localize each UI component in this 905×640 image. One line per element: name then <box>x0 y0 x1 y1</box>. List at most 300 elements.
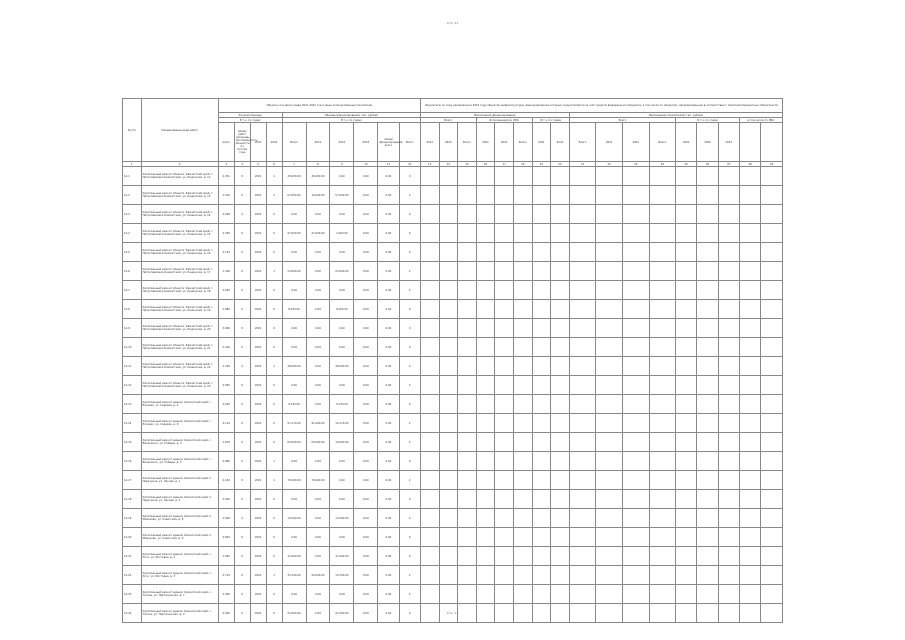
row-value: 0.00 <box>330 167 354 186</box>
row-value: 1 <box>266 167 282 186</box>
row-value: 2,040 <box>218 604 234 623</box>
row-empty-cell <box>476 509 495 528</box>
row-empty-cell <box>596 167 623 186</box>
row-empty-cell <box>551 167 570 186</box>
row-value: 0.00 <box>282 243 306 262</box>
row-empty-cell <box>739 205 760 224</box>
row-empty-cell <box>676 300 697 319</box>
row-value: 2 <box>399 509 420 528</box>
row-empty-cell <box>697 186 718 205</box>
row-empty-cell <box>532 471 551 490</box>
row-empty-cell <box>739 471 760 490</box>
row-name: Капитальный ремонт здания: Камчатский край, г. Елизово, ул. Садовая, д. 4 <box>141 395 218 414</box>
row-value: 0.00 <box>354 281 378 300</box>
row-empty-cell <box>513 490 532 509</box>
row-value: 0 <box>234 281 250 300</box>
row-empty-cell <box>495 224 514 243</box>
row-empty-cell <box>439 376 458 395</box>
row-value: 0.00 <box>378 281 399 300</box>
row-empty-cell <box>420 509 439 528</box>
row-value: 2022 <box>250 167 266 186</box>
row-empty-cell <box>697 414 718 433</box>
table-row <box>123 471 783 490</box>
row-empty-cell <box>622 452 649 471</box>
row-value: 0.00 <box>354 243 378 262</box>
row-value: 0.00 <box>354 604 378 623</box>
table-row <box>123 566 783 585</box>
row-empty-cell <box>458 395 477 414</box>
row-value: 9,130.00 <box>282 395 306 414</box>
row-empty-cell <box>761 547 783 566</box>
row-value: 0.00 <box>306 452 330 471</box>
row-empty-cell <box>622 319 649 338</box>
row-empty-cell <box>596 433 623 452</box>
row-value: 1,870 <box>218 433 234 452</box>
row-value: 0.00 <box>354 186 378 205</box>
header-sub-b1b: Исполнение/осв. ЛБО <box>476 118 532 123</box>
row-empty-cell <box>439 471 458 490</box>
row-empty-cell <box>649 224 676 243</box>
row-value: 0 <box>234 414 250 433</box>
row-empty-cell <box>761 509 783 528</box>
row-value: 0 <box>266 243 282 262</box>
row-name: Капитальный ремонт объекта: Камчатский край, г. Петропавловск-Камчатский, ул. Ленинская, д. 22 <box>141 357 218 376</box>
row-empty-cell <box>439 547 458 566</box>
row-empty-cell <box>761 452 783 471</box>
row-value: 0.00 <box>306 528 330 547</box>
row-empty-cell <box>697 376 718 395</box>
row-value: 0 <box>266 224 282 243</box>
row-value: 0.00 <box>330 585 354 604</box>
row-id: 14.22 <box>123 566 142 585</box>
row-empty-cell <box>649 585 676 604</box>
row-empty-cell <box>476 414 495 433</box>
row-empty-cell <box>420 490 439 509</box>
row-value: 0.00 <box>354 338 378 357</box>
row-name: Капитальный ремонт объекта: Камчатский край, г. Петропавловск-Камчатский, ул. Ленинская, д. 12 <box>141 167 218 186</box>
row-empty-cell <box>476 566 495 585</box>
row-value: 9,130.00 <box>330 395 354 414</box>
row-empty-cell <box>676 167 697 186</box>
table-row <box>123 547 783 566</box>
row-empty-cell <box>495 547 514 566</box>
row-empty-cell <box>513 224 532 243</box>
row-value: 0.00 <box>378 471 399 490</box>
row-empty-cell <box>761 585 783 604</box>
row-value: 2022 <box>250 186 266 205</box>
row-value: 2022 <box>250 338 266 357</box>
row-empty-cell <box>676 357 697 376</box>
row-value: 0 <box>266 205 282 224</box>
row-empty-cell <box>569 224 596 243</box>
row-empty-cell <box>718 224 739 243</box>
row-value: 0.00 <box>354 433 378 452</box>
row-empty-cell <box>569 509 596 528</box>
row-empty-cell <box>596 509 623 528</box>
row-value: 2022 <box>250 357 266 376</box>
row-value: 0 <box>234 338 250 357</box>
row-value: 2022 <box>250 452 266 471</box>
row-value: 0.00 <box>378 357 399 376</box>
header-leaf-cell: 2021 <box>420 123 439 162</box>
row-value: 0 <box>234 357 250 376</box>
row-empty-cell <box>649 509 676 528</box>
row-empty-cell <box>739 167 760 186</box>
row-empty-cell <box>439 433 458 452</box>
row-empty-cell <box>476 300 495 319</box>
row-value: 0.00 <box>354 566 378 585</box>
column-number: 18 <box>513 162 532 167</box>
table-row <box>123 490 783 509</box>
row-empty-cell <box>761 376 783 395</box>
header-leaf-cell: 2021 <box>476 123 495 162</box>
header-sub-b1: Выполнение финансирования <box>420 113 569 118</box>
row-value: 2022 <box>250 300 266 319</box>
row-value: 0.00 <box>378 224 399 243</box>
row-name: Капитальный ремонт здания: Камчатский край, п. Паратунка, ул. Лесная, д. 2 <box>141 490 218 509</box>
row-value: 0.00 <box>306 509 330 528</box>
row-empty-cell <box>739 547 760 566</box>
row-empty-cell <box>420 319 439 338</box>
row-value: 0.00 <box>282 585 306 604</box>
row-empty-cell <box>697 547 718 566</box>
row-value: 2022 <box>250 281 266 300</box>
row-empty-cell <box>551 395 570 414</box>
row-value: 1 <box>266 262 282 281</box>
row-value: 2,620 <box>218 281 234 300</box>
row-empty-cell <box>513 547 532 566</box>
row-empty-cell <box>439 262 458 281</box>
row-empty-cell <box>495 471 514 490</box>
row-value: 0.00 <box>354 414 378 433</box>
header-sub-b2: Выполнение показателей, тыс. рублей <box>569 113 782 118</box>
row-empty-cell <box>596 585 623 604</box>
row-empty-cell <box>551 509 570 528</box>
row-empty-cell <box>761 205 783 224</box>
row-empty-cell <box>676 186 697 205</box>
row-empty-cell <box>532 224 551 243</box>
row-empty-cell <box>513 186 532 205</box>
row-value: 1,000.00 <box>330 224 354 243</box>
row-empty-cell <box>569 319 596 338</box>
row-value: 38,000.00 <box>330 357 354 376</box>
column-number: 3 <box>218 162 234 167</box>
column-number: 27 <box>718 162 739 167</box>
row-empty-cell <box>739 528 760 547</box>
row-empty-cell <box>761 528 783 547</box>
row-value: 2,351 <box>218 167 234 186</box>
row-empty-cell <box>420 528 439 547</box>
row-value: 2022 <box>250 490 266 509</box>
column-number: 22 <box>596 162 623 167</box>
row-empty-cell <box>513 319 532 338</box>
row-value: 4,760 <box>218 224 234 243</box>
row-empty-cell <box>569 547 596 566</box>
table-row <box>123 585 783 604</box>
row-value: 0.00 <box>354 471 378 490</box>
header-sub-b2c: в том числе по ЛБО <box>739 118 782 123</box>
row-name: Капитальный ремонт объекта: Камчатский край, г. Петропавловск-Камчатский, ул. Ленинская, д. 14 <box>141 205 218 224</box>
header-sub-b2b: В т.ч. по годам <box>676 118 740 123</box>
row-value: 8,250.00 <box>282 300 306 319</box>
row-value: 2 <box>399 186 420 205</box>
row-id: 14.23 <box>123 585 142 604</box>
row-value: 57,000.00 <box>330 186 354 205</box>
row-empty-cell <box>718 509 739 528</box>
row-empty-cell <box>622 300 649 319</box>
row-value: 0 <box>266 547 282 566</box>
row-empty-cell <box>513 585 532 604</box>
row-value: 0.00 <box>378 433 399 452</box>
row-value: 0.00 <box>354 395 378 414</box>
header-leaf-cell: Всего <box>649 123 676 162</box>
column-number: 1 <box>123 162 142 167</box>
table-row <box>123 243 783 262</box>
row-value: 2022 <box>250 471 266 490</box>
row-empty-cell <box>697 433 718 452</box>
row-empty-cell <box>532 357 551 376</box>
row-value: 0 <box>234 585 250 604</box>
row-empty-cell <box>596 205 623 224</box>
row-value: 0.00 <box>354 300 378 319</box>
row-value: 11,000.00 <box>330 547 354 566</box>
row-id: 14.9 <box>123 319 142 338</box>
row-empty-cell <box>513 433 532 452</box>
row-id: 14.20 <box>123 528 142 547</box>
row-id: 14.5 <box>123 243 142 262</box>
row-empty-cell <box>649 281 676 300</box>
row-empty-cell <box>458 357 477 376</box>
row-empty-cell <box>676 566 697 585</box>
row-value: 0.00 <box>378 205 399 224</box>
row-value: 0.00 <box>282 338 306 357</box>
row-value: 0 <box>266 319 282 338</box>
row-empty-cell <box>495 319 514 338</box>
row-value: 0.00 <box>378 376 399 395</box>
table-row <box>123 433 783 452</box>
row-value: 0 <box>399 224 420 243</box>
row-empty-cell <box>739 319 760 338</box>
row-value: 2,710 <box>218 566 234 585</box>
row-empty-cell <box>596 547 623 566</box>
table-row <box>123 319 783 338</box>
column-number: 16 <box>476 162 495 167</box>
row-empty-cell <box>439 566 458 585</box>
row-empty-cell <box>439 357 458 376</box>
row-empty-cell <box>622 281 649 300</box>
row-empty-cell <box>596 566 623 585</box>
row-value: 0.00 <box>378 585 399 604</box>
row-empty-cell <box>649 300 676 319</box>
row-empty-cell <box>676 395 697 414</box>
row-value: 0.00 <box>378 452 399 471</box>
row-value: 0 <box>234 300 250 319</box>
row-value: 0 <box>399 452 420 471</box>
row-empty-cell <box>596 262 623 281</box>
row-empty-cell <box>551 490 570 509</box>
row-empty-cell <box>697 566 718 585</box>
row-empty-cell <box>596 243 623 262</box>
header-leaf-cell: 2023 <box>718 123 739 162</box>
row-empty-cell <box>676 452 697 471</box>
row-value: 2,820 <box>218 528 234 547</box>
row-id: 14.24 <box>123 604 142 623</box>
row-empty-cell <box>513 205 532 224</box>
row-empty-cell <box>495 243 514 262</box>
row-empty-cell <box>420 414 439 433</box>
page-number-top: Стр. 11 <box>446 21 459 25</box>
row-empty-cell <box>439 338 458 357</box>
row-value: 0.00 <box>306 604 330 623</box>
row-id: 14.15 <box>123 433 142 452</box>
row-name: Капитальный ремонт здания: Камчатский край, п. Мильково, ул. Советская, д. 9 <box>141 528 218 547</box>
row-value: 2022 <box>250 509 266 528</box>
header-leaf-cell: 2022 <box>622 123 649 162</box>
row-empty-cell <box>458 262 477 281</box>
table-row <box>123 186 783 205</box>
row-empty-cell <box>649 376 676 395</box>
row-value: 0.00 <box>306 490 330 509</box>
row-value: 0.00 <box>378 604 399 623</box>
column-number: 17 <box>495 162 514 167</box>
report-table <box>122 98 783 623</box>
row-value: 0 <box>234 566 250 585</box>
row-empty-cell <box>649 471 676 490</box>
row-empty-cell <box>458 243 477 262</box>
row-value: 0.00 <box>330 452 354 471</box>
row-empty-cell <box>476 395 495 414</box>
row-value: 2,960 <box>218 452 234 471</box>
row-value: 21,600.00 <box>282 604 306 623</box>
row-empty-cell <box>551 376 570 395</box>
row-empty-cell <box>697 471 718 490</box>
row-value: 0 <box>399 338 420 357</box>
row-empty-cell <box>551 471 570 490</box>
row-value: 1 <box>266 471 282 490</box>
row-value: 2022 <box>250 224 266 243</box>
row-value: 2022 <box>250 376 266 395</box>
row-empty-cell <box>569 300 596 319</box>
header-group-a: Объекты основного вида 2021-2022 год и иные количественные показатели <box>218 99 420 113</box>
row-empty-cell <box>739 395 760 414</box>
row-empty-cell <box>458 338 477 357</box>
row-empty-cell <box>532 509 551 528</box>
row-empty-cell <box>569 528 596 547</box>
row-empty-cell <box>513 167 532 186</box>
row-empty-cell <box>676 547 697 566</box>
table-row <box>123 357 783 376</box>
row-empty-cell <box>739 433 760 452</box>
row-empty-cell <box>569 490 596 509</box>
row-empty-cell <box>697 338 718 357</box>
row-empty-cell <box>458 167 477 186</box>
row-id: 14.14 <box>123 414 142 433</box>
column-number: 28 <box>739 162 760 167</box>
row-empty-cell <box>761 357 783 376</box>
row-value: 2 <box>399 376 420 395</box>
row-empty-cell <box>476 205 495 224</box>
row-id: 14.7 <box>123 281 142 300</box>
row-empty-cell <box>532 433 551 452</box>
header-leaf-cell: 2023 <box>354 123 378 162</box>
row-empty-cell <box>596 224 623 243</box>
row-value: 0.00 <box>282 319 306 338</box>
row-value: 10,170.00 <box>330 414 354 433</box>
row-value: 45,000.00 <box>306 167 330 186</box>
row-empty-cell <box>697 319 718 338</box>
header-leaf-cell: 2021 <box>676 123 697 162</box>
row-value: 2022 <box>250 205 266 224</box>
row-empty-cell <box>439 281 458 300</box>
row-empty-cell <box>622 224 649 243</box>
column-number: 15 <box>458 162 477 167</box>
row-empty-cell <box>761 338 783 357</box>
row-empty-cell <box>718 319 739 338</box>
header-leaf-cell: 2021 <box>532 123 551 162</box>
row-empty-cell <box>495 566 514 585</box>
row-empty-cell <box>420 452 439 471</box>
row-value: 2 <box>399 585 420 604</box>
row-empty-cell <box>569 376 596 395</box>
column-number: 14 <box>439 162 458 167</box>
row-empty-cell <box>649 243 676 262</box>
row-value: 2022 <box>250 433 266 452</box>
row-value: 0 <box>399 243 420 262</box>
column-number: 9 <box>330 162 354 167</box>
row-value: 2022 <box>250 262 266 281</box>
row-empty-cell <box>697 452 718 471</box>
row-empty-cell <box>458 414 477 433</box>
row-value: 0.00 <box>306 357 330 376</box>
row-value: 0.00 <box>330 528 354 547</box>
row-value: 0 <box>234 224 250 243</box>
row-name: Капитальный ремонт здания: Камчатский край, п. Паратунка, ул. Лесная, д. 1 <box>141 471 218 490</box>
row-name: Капитальный ремонт здания: Камчатский край, г. Вилючинск, ул. Победы, д. 3 <box>141 433 218 452</box>
row-empty-cell <box>718 262 739 281</box>
table-row <box>123 262 783 281</box>
row-empty-cell <box>551 452 570 471</box>
row-empty-cell <box>439 243 458 262</box>
row-value: 0.00 <box>378 528 399 547</box>
row-value: 2022 <box>250 395 266 414</box>
header-leaf-cell: 2022 <box>330 123 354 162</box>
row-value: 0 <box>266 395 282 414</box>
row-value: 0.00 <box>378 262 399 281</box>
row-empty-cell <box>739 224 760 243</box>
row-empty-cell <box>569 167 596 186</box>
row-value: 0.00 <box>330 281 354 300</box>
row-empty-cell <box>439 205 458 224</box>
row-empty-cell <box>495 205 514 224</box>
row-empty-cell <box>513 338 532 357</box>
table-row <box>123 167 783 186</box>
header-leaf-cell: 2022 <box>439 123 458 162</box>
row-empty-cell <box>718 167 739 186</box>
row-empty-cell <box>622 414 649 433</box>
row-empty-cell <box>622 509 649 528</box>
row-value: 0.00 <box>306 319 330 338</box>
header-leaf-cell: Всего <box>569 123 596 162</box>
row-value: 0.00 <box>378 338 399 357</box>
row-empty-cell <box>458 186 477 205</box>
row-value: 2022 <box>250 604 266 623</box>
table-row <box>123 528 783 547</box>
row-empty-cell <box>420 338 439 357</box>
row-empty-cell <box>761 167 783 186</box>
column-number: 20 <box>551 162 570 167</box>
row-empty-cell <box>513 300 532 319</box>
row-value: 1,990 <box>218 547 234 566</box>
